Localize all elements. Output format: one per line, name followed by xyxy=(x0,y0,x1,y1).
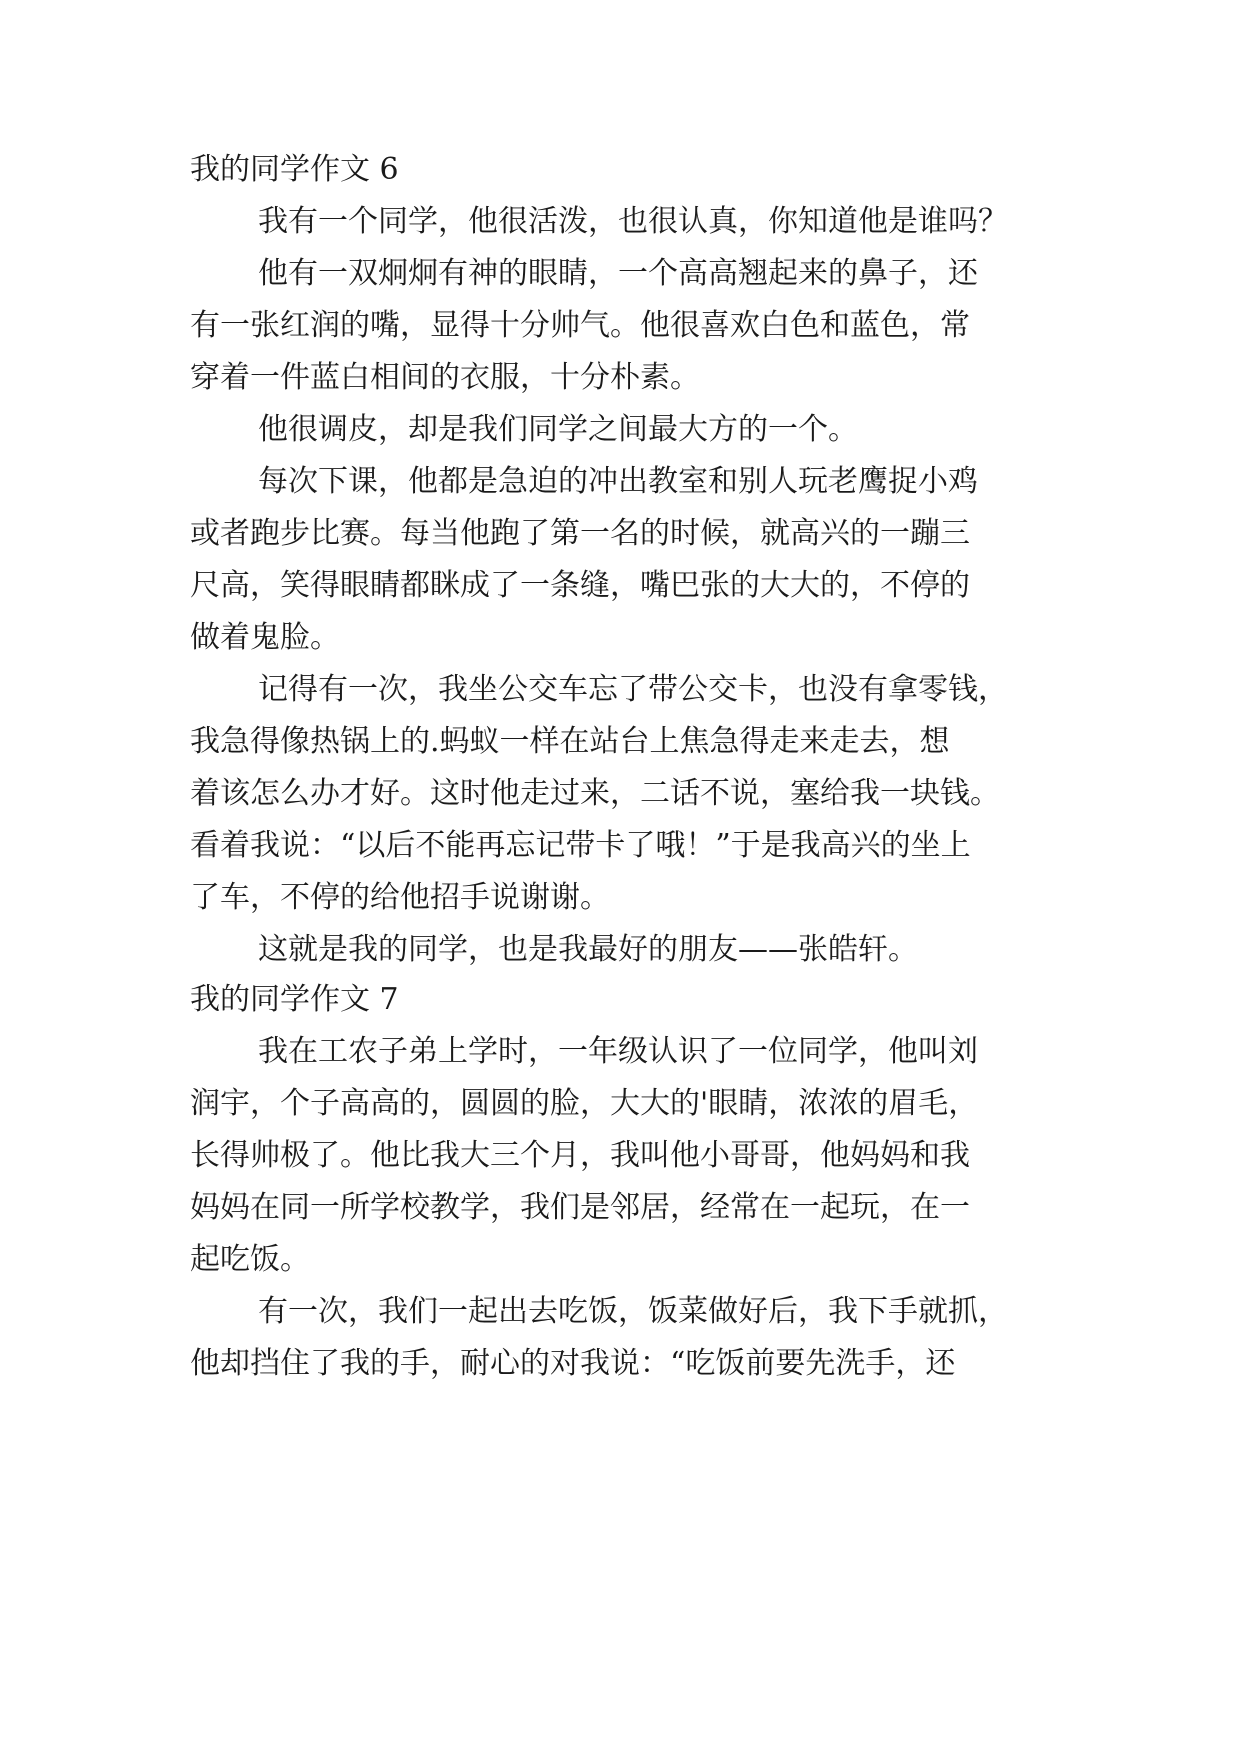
paragraph-line: 穿着一件蓝白相间的衣服，十分朴素。 xyxy=(190,360,700,395)
paragraph-line: 我在工农子弟上学时，一年级认识了一位同学，他叫刘 xyxy=(258,1034,978,1069)
paragraph-line: 他有一双炯炯有神的眼睛，一个高高翘起来的鼻子，还 xyxy=(258,256,978,291)
paragraph-line: 记得有一次，我坐公交车忘了带公交卡，也没有拿零钱， xyxy=(258,672,1008,707)
paragraph-line: 尺高，笑得眼睛都眯成了一条缝，嘴巴张的大大的，不停的 xyxy=(190,568,970,603)
paragraph-line: 我有一个同学，他很活泼，也很认真，你知道他是谁吗？ xyxy=(258,204,1008,239)
paragraph-line: 每次下课，他都是急迫的冲出教室和别人玩老鹰捉小鸡 xyxy=(258,464,978,499)
paragraph-line: 润宇，个子高高的，圆圆的脸，大大的'眼睛，浓浓的眉毛， xyxy=(190,1086,979,1121)
paragraph-line: 妈妈在同一所学校教学，我们是邻居，经常在一起玩，在一 xyxy=(190,1190,970,1225)
paragraph-line: 他很调皮，却是我们同学之间最大方的一个。 xyxy=(258,412,858,447)
paragraph-line: 起吃饭。 xyxy=(190,1242,310,1277)
paragraph-line: 我急得像热锅上的.蚂蚁一样在站台上焦急得走来走去，想 xyxy=(190,724,950,759)
paragraph-line: 他却挡住了我的手，耐心的对我说：“吃饭前要先洗手，还 xyxy=(190,1346,956,1381)
paragraph-line: 有一张红润的嘴，显得十分帅气。他很喜欢白色和蓝色，常 xyxy=(190,308,970,343)
paragraph-line: 了车，不停的给他招手说谢谢。 xyxy=(190,880,610,915)
paragraph-line: 这就是我的同学，也是我最好的朋友——张皓轩。 xyxy=(258,932,918,967)
paragraph-line: 看着我说：“以后不能再忘记带卡了哦！”于是我高兴的坐上 xyxy=(190,828,971,863)
paragraph-line: 有一次，我们一起出去吃饭，饭菜做好后，我下手就抓， xyxy=(258,1294,1008,1329)
heading-essay-6: 我的同学作文 6 xyxy=(190,152,399,187)
paragraph-line: 或者跑步比赛。每当他跑了第一名的时候，就高兴的一蹦三 xyxy=(190,516,970,551)
paragraph-line: 着该怎么办才好。这时他走过来，二话不说，塞给我一块钱。 xyxy=(190,776,1000,811)
paragraph-line: 长得帅极了。他比我大三个月，我叫他小哥哥，他妈妈和我 xyxy=(190,1138,970,1173)
paragraph-line: 做着鬼脸。 xyxy=(190,620,340,655)
heading-essay-7: 我的同学作文 7 xyxy=(190,982,399,1017)
